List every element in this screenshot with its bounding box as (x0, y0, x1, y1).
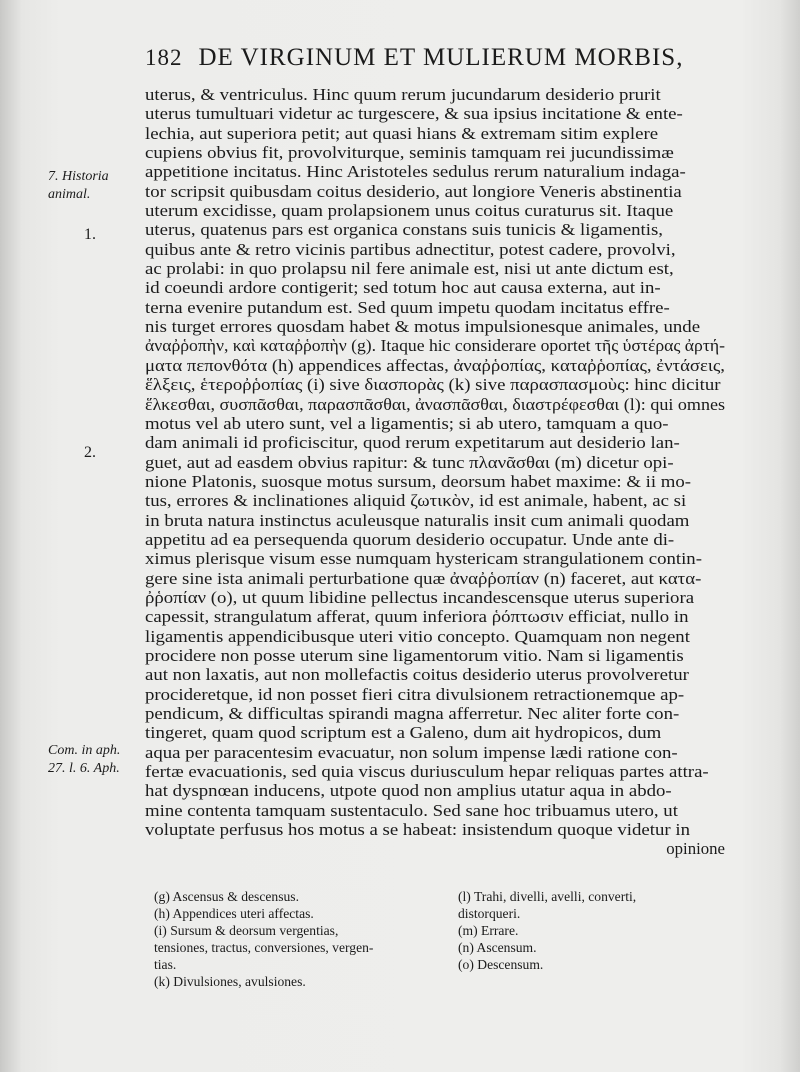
footnote-m: (m) Errare. (458, 923, 519, 938)
margin-note-galen-reference: Com. in aph. 27. l. 6. Aph. (48, 743, 121, 776)
text-line: fertæ evacuationis, sed quia viscus duriusculum hepar reliquas partes attra- (145, 762, 709, 782)
catchword: opinione (666, 839, 725, 859)
footnotes-left-column (154, 888, 454, 990)
text-line: terna evenire putandum est. Sed quum impetu quodam incitatus effre- (145, 297, 670, 317)
footnote-g: (g) Ascensus & descensus. (154, 889, 299, 904)
text-line: aut non laxatis, aut non mollefactis coitus desiderio uterus provolveretur (145, 665, 689, 685)
text-line: quibus ante & retro vicinis partibus adnectitur, potest cadere, provolvi, (145, 239, 676, 259)
text-line: nis turget errores quosdam habet & motus impulsionesque animales, unde (145, 317, 701, 337)
page-header (145, 44, 685, 80)
page-number: 182 (145, 45, 183, 70)
text-line: tor scripsit quibusdam coitus desiderio, aut longiore Veneris abstinentia (145, 181, 682, 201)
footnote-k: (k) Divulsiones, avulsiones. (154, 974, 306, 989)
text-line: lechia, aut superiora petit; aut quasi hians & extremam sitim explere (145, 123, 659, 143)
text-line: mine contenta tamquam sustentaculo. Sed sane hoc tribuamus utero, ut (145, 800, 678, 820)
show-through-text (430, 848, 730, 888)
text-line: uterus, quatenus pars est organica constans suis tunicis & ligamentis, (145, 220, 663, 240)
text-line: uterum excidisse, quam prolapsionem unus coitus curaturus sit. Itaque (145, 201, 674, 221)
text-line: ximus plerisque visum esse numquam hystericam strangulationem contin- (145, 549, 702, 569)
footnote-n: (n) Ascensum. (458, 940, 537, 955)
text-line: ἀναῤῥοπὴν, καὶ καταῤῥοπὴν (g). Itaque hic considerare oportet τῆς ὑστέρας ἀρτή- (145, 336, 725, 356)
margin-number-2: 2. (84, 444, 96, 461)
text-line: cupiens obvius fit, provolviturque, seminis tamquam rei jucundissimæ (145, 143, 674, 163)
text-line: nione Platonis, suosque motus sursum, deorsum habet maxime: & ii mo- (145, 471, 692, 491)
text-line: ἕλκεσθαι, συσπᾶσθαι, παρασπᾶσθαι, ἀνασπᾶσθαι, διαστρέφεσθαι (l): qui omnes (145, 394, 725, 414)
text-line: voluptate perfusus hos motus a se habeat: insistendum quoque videtur in (145, 820, 690, 840)
text-line: ligamentis appendicibusque uteri vitio concepto. Quamquam non negent (145, 626, 690, 646)
text-line: in bruta natura instinctus aculeusque naturalis insit cum animali quodam (145, 510, 690, 530)
text-line: appetitu ad ea persequenda quorum desiderio occupatur. Unde ante di- (145, 529, 675, 549)
margin-number-1: 1. (84, 226, 96, 243)
text-line: tingeret, quam quod scriptum est a Galeno, dum ait hydropicos, dum (145, 723, 662, 743)
text-line: hat dyspnœan inducens, utpote quod non amplius utatur aqua in abdo- (145, 781, 672, 801)
text-line: procidere non posse uterum sine ligamentorum vitio. Nam si ligamentis (145, 645, 684, 665)
text-line: dam animali id proficiscitur, quod rerum expetitarum aut desiderio lan- (145, 433, 680, 453)
text-line: ac prolabi: in quo prolapsu nil fere animale est, nisi ut ante dictum est, (145, 259, 674, 279)
footnote-o: (o) Descensum. (458, 957, 544, 972)
text-line: ἕλξεις, ἑτεροῤῥοπίας (i) sive διασπορὰς (k) sive παρασπασμοὺς: hinc dicitur (145, 375, 721, 395)
running-title: DE VIRGINUM ET MULIERUM MORBIS, (198, 44, 684, 71)
text-line: aqua per paracentesim evacuatur, non solum impense lædi ratione con- (145, 742, 678, 762)
footnotes-right-column (458, 888, 748, 973)
text-line: uterus tumultuari videtur ac turgescere, & sua ipsius incitatione & ente- (145, 104, 683, 124)
text-line: ῤῥοπίαν (o), ut quum libidine pellectus incandescensque uterus superiora (145, 587, 695, 607)
footnote-i-continued: tensiones, tractus, conversiones, vergen- (154, 940, 374, 955)
footnote-i-end: tias. (154, 957, 177, 972)
margin-note-historia-animal: 7. Historia animal. (48, 169, 109, 202)
footnote-l-continued: distorqueri. (458, 906, 521, 921)
text-line: ματα πεπονθότα (h) appendices affectas, ἀναῤῥοπίας, καταῤῥοπίας, ἐντάσεις, (145, 355, 725, 375)
footnote-i: (i) Sursum & deorsum vergentias, (154, 923, 339, 938)
text-line: tus, errores & inclinationes aliquid ζωτικὸν, id est animale, habent, ac si (145, 491, 687, 511)
text-line: appetitione incitatus. Hinc Aristoteles sedulus rerum naturalium indaga- (145, 162, 686, 182)
main-text-block (145, 85, 725, 859)
text-line: uterus, & ventriculus. Hinc quum rerum jucundarum desiderio prurit (145, 85, 661, 104)
footnote-h: (h) Appendices uteri affectas. (154, 906, 314, 921)
text-line: guet, aut ad easdem obvius rapitur: & tunc πλανᾶσθαι (m) dicetur opi- (145, 452, 674, 472)
text-line: capessit, strangulatum afferat, quum inferiora ῥόπτωσιν efficiat, nullo in (145, 607, 689, 627)
footnote-l: (l) Trahi, divelli, avelli, converti, (458, 889, 637, 904)
text-line: procideretque, id non posset fieri citra divulsionem retractionemque ap- (145, 684, 685, 704)
text-line: pendicum, & difficultas spirandi magna afferretur. Nec aliter forte con- (145, 704, 680, 723)
text-line: id coeundi ardore contigerit; sed totum hoc aut causa externa, aut in- (145, 278, 661, 298)
text-line: gere sine ista animali perturbatione quæ ἀναῤῥοπίαν (n) faceret, aut κατα- (145, 568, 702, 588)
text-line: motus vel ab utero sunt, vel a ligamentis; si ab utero, tamquam a quo- (145, 413, 669, 433)
